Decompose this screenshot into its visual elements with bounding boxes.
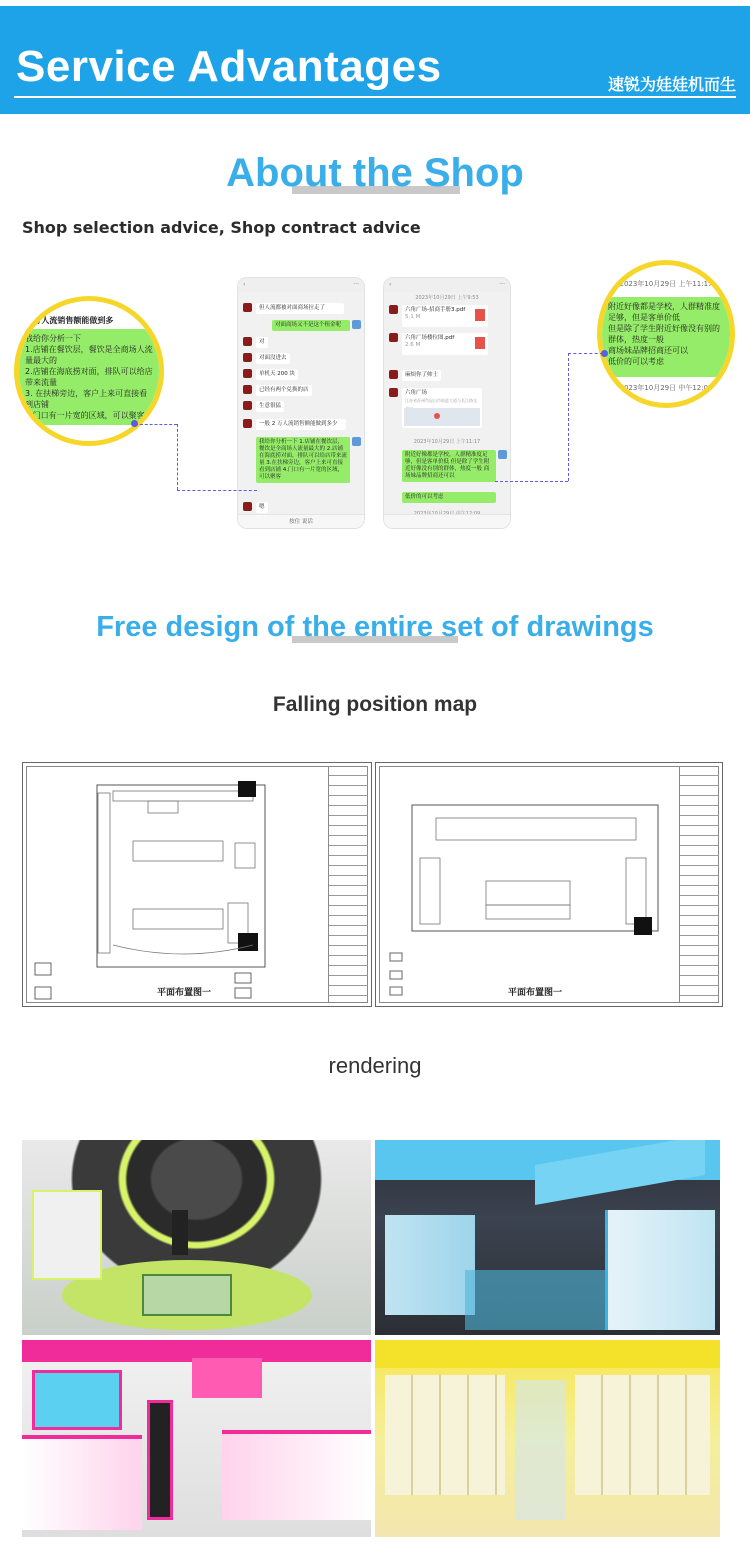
floor-plan-svg	[23, 763, 372, 1007]
avatar	[389, 370, 398, 379]
avatar	[243, 502, 252, 511]
chat-message: 已经有两个兑换的店	[256, 385, 312, 396]
location-message	[402, 388, 482, 428]
rendering-image-4	[375, 1340, 720, 1537]
chat-message: 我给你分析一下 1.店铺在餐饮层，餐饮是全商场人流量最大的 2.店铺在海底捞对面，排队可以给店带来流量 3.在扶梯旁边，客户上来可直接看到店铺 4.门口有一片宽的区域，可以聚客	[256, 437, 350, 483]
bubble-line: 我给你分析一下	[25, 334, 81, 343]
about-heading: About the Shop	[226, 151, 524, 195]
bubble-line: 商场妹品牌招商还可以	[608, 346, 688, 355]
connector-line	[568, 353, 603, 354]
location-title: 六角广场	[405, 390, 428, 396]
chat-message: 低价的可以考虑	[402, 492, 496, 503]
bubble-line: 1.店铺在餐饮层，餐饮是全商场人流量最大的	[25, 345, 153, 365]
avatar	[389, 305, 398, 314]
chat-message: 嗯	[256, 502, 268, 513]
map-thumbnail	[404, 408, 480, 426]
chat-screenshot-2	[383, 277, 511, 529]
timestamp: 2023年10月29日 上午11:17	[413, 439, 481, 445]
rendering-image-3	[22, 1340, 371, 1537]
floor-plan-left	[22, 762, 372, 1007]
chat-message: 对	[256, 337, 268, 348]
bubble-line: 但是除了学生附近好像没有别的群体，热度一般	[608, 324, 720, 344]
timestamp: 2023年10月29日 上午9:53	[415, 295, 479, 301]
chat-message: 但人流都被对面商场拉走了	[256, 303, 344, 314]
claw-machine-row	[222, 1430, 371, 1520]
avatar	[243, 369, 252, 378]
map-pin-icon	[434, 413, 440, 419]
floor-character	[142, 1274, 232, 1316]
avatar	[243, 419, 252, 428]
connector-line	[135, 424, 177, 425]
chat-message: 对面没进去	[256, 353, 290, 364]
phone-bottombar	[384, 514, 510, 528]
chat-screenshot-1	[237, 277, 365, 529]
file-size: 5.1 M	[405, 314, 421, 320]
connector-line	[177, 490, 257, 491]
avatar	[243, 303, 252, 312]
drawing-caption: 平面布置图一	[157, 988, 212, 998]
bubble-line: 4.门口有一片宽的区域，可以聚客	[25, 411, 145, 420]
floor-plan-svg	[376, 763, 723, 1007]
chat-message: 单机天 200 块	[256, 369, 298, 380]
chat-message: 麻烦你了帅士	[402, 370, 441, 381]
hanging-sign	[192, 1358, 262, 1398]
design-heading: Free design of the entire set of drawings	[96, 611, 654, 643]
connector-line	[177, 424, 178, 490]
pdf-icon	[475, 309, 485, 321]
claw-machine-row	[22, 1435, 142, 1530]
bubble-message	[602, 297, 730, 377]
bubble-timestamp: 2023年10月29日 中午12:09	[619, 384, 713, 392]
avatar	[389, 333, 398, 342]
floor-strip	[465, 1270, 605, 1330]
file-name: 六角广场楼位图.pdf	[405, 335, 455, 341]
bubble-message	[19, 329, 159, 425]
rendering-image-2	[375, 1140, 720, 1335]
ceiling-sign	[375, 1340, 720, 1368]
avatar	[243, 385, 252, 394]
glass-door	[515, 1380, 565, 1520]
header-banner	[0, 6, 750, 114]
bubble-line: 附近好像都是学校，人群精准度足够，但是客单价低	[608, 302, 720, 322]
phone-topbar: ‹ ···	[384, 278, 510, 292]
avatar	[352, 437, 361, 446]
avatar	[243, 401, 252, 410]
about-lead: Shop selection advice, Shop contract advice	[22, 218, 421, 237]
bubble-header: 2 万人流销售额能做到多	[19, 311, 159, 331]
rendering-image-1	[22, 1140, 371, 1335]
floor-plan-right	[375, 762, 723, 1007]
kiosk	[172, 1210, 188, 1255]
avatar	[352, 320, 361, 329]
claw-machine-row	[605, 1210, 715, 1330]
phone-bottombar: 按住 说话	[238, 514, 364, 528]
bubble-line: 2.店铺在海底捞对面，排队可以给店带来流量	[25, 367, 153, 387]
bubble-line: 低价的可以考虑	[608, 357, 664, 366]
chat-message: 附近好像都是学校，人群精准度足够，但是客单价低 但是除了学生附近好像没有别的群体，热度一般 商场妹品牌招商还可以	[402, 450, 496, 482]
claw-machine-row	[385, 1215, 475, 1315]
location-subtitle: 江苏省苏州市昆山市前进大道与长江路交	[405, 398, 477, 403]
avatar	[498, 450, 507, 459]
phone-topbar: ‹ ···	[238, 278, 364, 292]
zoom-bubble-right	[597, 260, 735, 408]
map-label: Falling position map	[272, 693, 478, 716]
file-name: 六角广场-招商手册3.pdf	[405, 307, 466, 313]
display-screen	[32, 1370, 122, 1430]
bubble-timestamp: 2023年10月29日 上午11:17	[619, 280, 713, 288]
avatar	[243, 353, 252, 362]
chat-message: 一般 2 万人流销售额能做到多少	[256, 419, 346, 430]
connector-line	[495, 481, 568, 482]
bubble-line: 3. 在扶梯旁边，客户上来可直接看到店铺	[25, 389, 148, 409]
file-message	[402, 333, 488, 355]
kiosk	[147, 1400, 173, 1520]
banner-subtitle: 速锐为娃娃机而生	[607, 75, 736, 94]
pdf-icon	[475, 337, 485, 349]
connector-line	[568, 353, 569, 481]
file-message	[402, 305, 488, 327]
rendering-label: rendering	[328, 1053, 422, 1078]
avatar	[389, 388, 398, 397]
chat-message: 生意很猛	[256, 401, 284, 412]
claw-machine-row	[32, 1190, 102, 1280]
file-size: 2.6 M	[405, 342, 421, 348]
banner-divider	[14, 96, 736, 98]
claw-machine-row	[385, 1375, 505, 1495]
banner-title: Service Advantages	[16, 42, 442, 91]
chat-message: 对面商场又不是这个租金呢	[272, 320, 350, 331]
avatar	[243, 337, 252, 346]
claw-machine-row	[575, 1375, 710, 1495]
drawing-caption: 平面布置图一	[508, 988, 563, 998]
